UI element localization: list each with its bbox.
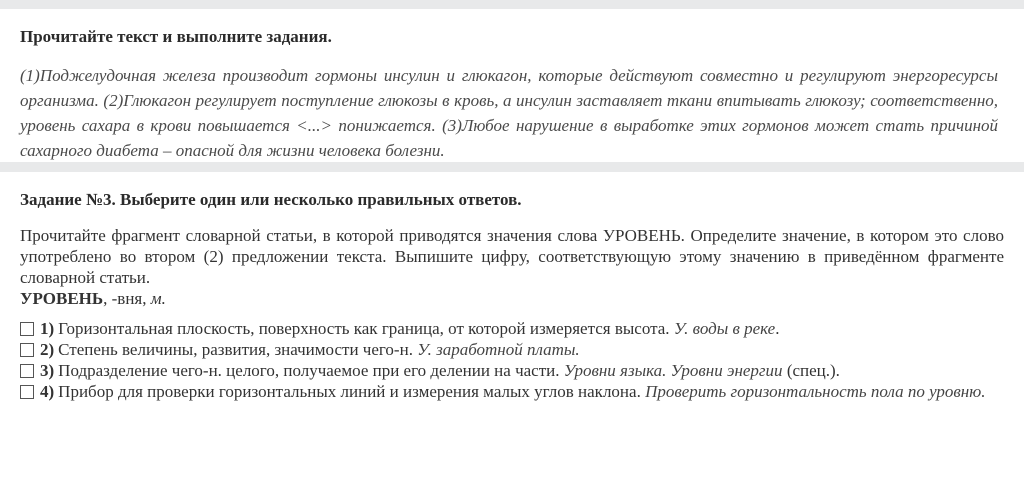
- option-number: 4): [40, 382, 55, 401]
- entry-word: УРОВЕНЬ: [20, 289, 104, 308]
- task-card: [0, 172, 1024, 402]
- option-number: 1): [40, 319, 55, 338]
- option-text: Прибор для проверки горизонтальных линий и измерения малых углов наклона. Проверить горизонтальность пола по уровню.: [58, 382, 986, 401]
- option-3-checkbox[interactable]: [20, 364, 34, 378]
- dictionary-entry: [20, 288, 1004, 309]
- option-1: [20, 318, 1004, 339]
- section-divider: [0, 162, 1024, 172]
- text-heading: Прочитайте текст и выполните задания.: [20, 27, 332, 46]
- option-number: 2): [40, 340, 55, 359]
- option-text: Степень величины, развития, значимости чего-н. У. заработной платы.: [58, 340, 580, 359]
- entry-pos: м.: [150, 289, 166, 308]
- option-text: Подразделение чего-н. целого, получаемое при его делении на части. Уровни языка. Уровни энергии (спец.).: [58, 361, 840, 380]
- option-text: Горизонтальная плоскость, поверхность как граница, от которой измеряется высота. У. воды в реке.: [58, 319, 780, 338]
- text-card: [0, 9, 1024, 162]
- option-3: [20, 360, 1004, 381]
- option-number: 3): [40, 361, 55, 380]
- option-1-checkbox[interactable]: [20, 322, 34, 336]
- option-2: [20, 339, 1004, 360]
- task-instruction: Прочитайте фрагмент словарной статьи, в которой приводятся значения слова УРОВЕНЬ. Определите значение, в котором это слово употреблено во втором (2) предложении текста. Выпишите цифру, соответствующую этому значению в приведённом фрагменте словарной статьи.: [20, 226, 1004, 287]
- option-4-checkbox[interactable]: [20, 385, 34, 399]
- answer-options: [20, 318, 1004, 402]
- entry-forms: , -вня,: [103, 289, 151, 308]
- task-heading: Задание №3. Выберите один или несколько правильных ответов.: [20, 190, 522, 209]
- option-4: [20, 381, 1004, 402]
- top-divider: [0, 0, 1024, 9]
- passage-text: (1)Поджелудочная железа производит гормоны инсулин и глюкагон, которые действуют совместно и регулируют энергоресурсы организма. (2)Глюкагон регулирует поступление глюкозы в кровь, а инсулин заставляет ткани впитывать глюкозу; соответственно, уровень сахара в крови повышается <...> понижается. (3)Любое нарушение в выработке этих гормонов может стать причиной сахарного диабета – опасной для жизни человека болезни.: [20, 66, 998, 160]
- option-2-checkbox[interactable]: [20, 343, 34, 357]
